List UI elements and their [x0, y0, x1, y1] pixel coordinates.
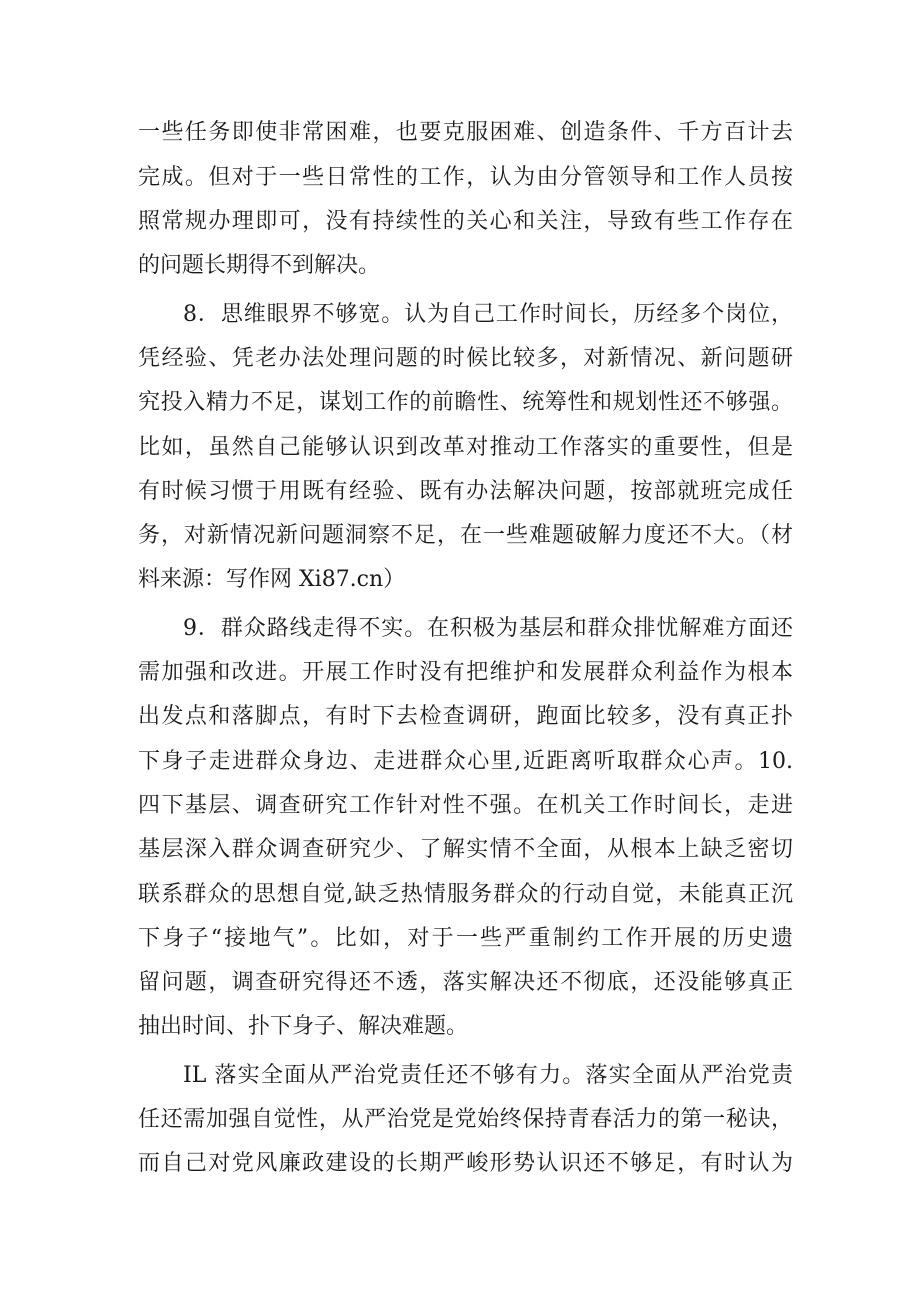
text-line: 抽出时间、扑下身子、解决难题。	[138, 1014, 469, 1039]
text-line: 料来源：写作网 Xi87.cn）	[138, 567, 406, 592]
text-line: 任还需加强自觉性，从严治党是党始终保持青春活力的第一秘诀，	[138, 1107, 793, 1132]
text-line: 9．群众路线走得不实。在积极为基层和群众排忧解难方面还	[183, 616, 793, 641]
text-line: 下身子“接地气”。比如，对于一些严重制约工作开展的历史遗	[138, 926, 793, 951]
text-line: IL 落实全面从严治党责任还不够有力。落实全面从严治党责	[183, 1063, 793, 1088]
text-line: 比如，虽然自己能够认识到改革对推动工作落实的重要性，但是	[138, 435, 793, 460]
text-line: 而自己对党风廉政建设的长期严峻形势认识还不够足，有时认为	[138, 1151, 793, 1176]
text-line: 务，对新情况新问题洞察不足，在一些难题破解力度还不大。（材	[138, 523, 793, 548]
text-line: 照常规办理即可，没有持续性的关心和关注，导致有些工作存在	[138, 209, 793, 234]
text-line: 8．思维眼界不够宽。认为自己工作时间长，历经多个岗位，	[183, 302, 793, 327]
text-line: 基层深入群众调查研究少、了解实情不全面，从根本上缺乏密切	[138, 837, 793, 862]
text-line: 一些任务即使非常困难，也要克服困难、创造条件、千方百计去	[138, 120, 793, 145]
text-line: 的问题长期得不到解决。	[138, 253, 381, 278]
text-line: 下身子走进群众身边、走进群众心里,近距离听取群众心声。10.	[138, 749, 793, 774]
text-line: 留问题，调查研究得还不透，落实解决还不彻底，还没能够真正	[138, 970, 793, 995]
text-line: 联系群众的思想自觉,缺乏热情服务群众的行动自觉，未能真正沉	[138, 882, 793, 907]
text-line: 有时候习惯于用既有经验、既有办法解决问题，按部就班完成任	[138, 479, 793, 504]
text-line: 凭经验、凭老办法处理问题的时候比较多，对新情况、新问题研	[138, 346, 793, 371]
text-line: 完成。但对于一些日常性的工作，认为由分管领导和工作人员按	[138, 165, 793, 190]
text-line: 需加强和改进。开展工作时没有把维护和发展群众利益作为根本	[138, 660, 793, 685]
text-line: 出发点和落脚点，有时下去检查调研，跑面比较多，没有真正扑	[138, 704, 793, 729]
text-line: 四下基层、调查研究工作针对性不强。在机关工作时间长，走进	[138, 793, 793, 818]
text-line: 究投入精力不足，谋划工作的前瞻性、统筹性和规划性还不够强。	[138, 390, 793, 415]
